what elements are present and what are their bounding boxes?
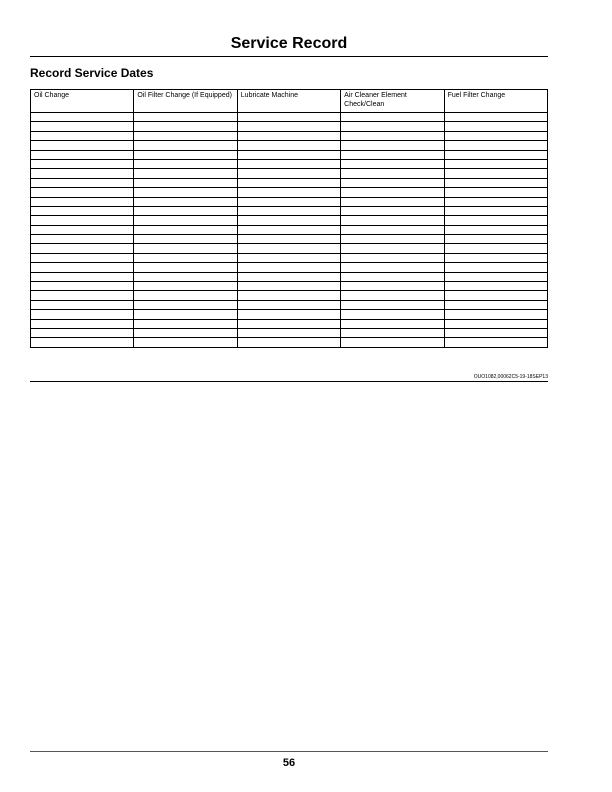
- table-cell: [237, 291, 340, 300]
- table-cell: [237, 197, 340, 206]
- table-cell: [134, 206, 237, 215]
- table-cell: [134, 272, 237, 281]
- table-row: [31, 159, 548, 168]
- table-cell: [31, 328, 134, 337]
- table-cell: [31, 235, 134, 244]
- table-cell: [31, 122, 134, 131]
- table-cell: [31, 169, 134, 178]
- table-cell: [31, 244, 134, 253]
- table-cell: [444, 300, 547, 309]
- table-row: [31, 235, 548, 244]
- table-header-row: [31, 90, 548, 113]
- table-cell: [341, 263, 444, 272]
- table-row: [31, 225, 548, 234]
- table-cell: [341, 272, 444, 281]
- table-cell: [31, 197, 134, 206]
- table-cell: [341, 197, 444, 206]
- table-cell: [31, 216, 134, 225]
- table-cell: [31, 338, 134, 347]
- table-cell: [31, 159, 134, 168]
- table-cell: [237, 216, 340, 225]
- table-cell: [341, 338, 444, 347]
- table-row: [31, 141, 548, 150]
- table-row: [31, 282, 548, 291]
- table-cell: [444, 206, 547, 215]
- table-cell: [341, 113, 444, 122]
- table-cell: [444, 244, 547, 253]
- table-cell: [444, 310, 547, 319]
- table-row: [31, 122, 548, 131]
- table-cell: [237, 300, 340, 309]
- table-cell: [444, 282, 547, 291]
- table-cell: [237, 253, 340, 262]
- table-cell: [134, 197, 237, 206]
- table-cell: [31, 291, 134, 300]
- table-cell: [134, 159, 237, 168]
- table-row: [31, 253, 548, 262]
- table-cell: [341, 131, 444, 140]
- table-cell: [237, 263, 340, 272]
- page-number: 56: [282, 757, 296, 769]
- table-row: [31, 244, 548, 253]
- table-cell: [341, 244, 444, 253]
- table-cell: [444, 319, 547, 328]
- table-cell: [444, 178, 547, 187]
- table-cell: [444, 338, 547, 347]
- table-cell: [237, 178, 340, 187]
- title-rule: [30, 56, 548, 57]
- table-row: [31, 319, 548, 328]
- table-cell: [134, 338, 237, 347]
- table-cell: [444, 263, 547, 272]
- table-row: [31, 310, 548, 319]
- table-cell: [31, 178, 134, 187]
- table-cell: [341, 141, 444, 150]
- column-header-oil-filter-change: Oil Filter Change (If Equipped): [134, 90, 237, 113]
- table-cell: [134, 291, 237, 300]
- table-cell: [444, 113, 547, 122]
- table-cell: [134, 178, 237, 187]
- table-row: [31, 113, 548, 122]
- table-cell: [134, 188, 237, 197]
- table-cell: [444, 141, 547, 150]
- table-cell: [237, 188, 340, 197]
- table-cell: [134, 141, 237, 150]
- table-cell: [134, 216, 237, 225]
- table-cell: [444, 235, 547, 244]
- table-row: [31, 206, 548, 215]
- table-cell: [237, 131, 340, 140]
- table-cell: [134, 282, 237, 291]
- table-cell: [341, 253, 444, 262]
- table-cell: [237, 310, 340, 319]
- table-cell: [31, 188, 134, 197]
- column-header-air-cleaner-element: Air Cleaner Element Check/Clean: [341, 90, 444, 113]
- table-cell: [31, 310, 134, 319]
- table-cell: [341, 235, 444, 244]
- section-heading: Record Service Dates: [30, 66, 154, 80]
- table-cell: [444, 122, 547, 131]
- table-cell: [134, 225, 237, 234]
- table-row: [31, 328, 548, 337]
- table-cell: [341, 225, 444, 234]
- table-row: [31, 263, 548, 272]
- table-cell: [341, 300, 444, 309]
- table-cell: [444, 253, 547, 262]
- document-code: OUO1082,00062C5-19-18SEP13: [473, 374, 548, 380]
- table-cell: [444, 159, 547, 168]
- table-row: [31, 131, 548, 140]
- table-cell: [134, 253, 237, 262]
- table-cell: [341, 178, 444, 187]
- table-cell: [444, 131, 547, 140]
- table-cell: [134, 131, 237, 140]
- table-row: [31, 272, 548, 281]
- table-cell: [134, 328, 237, 337]
- table-cell: [237, 141, 340, 150]
- table-cell: [341, 291, 444, 300]
- table-cell: [341, 159, 444, 168]
- table-row: [31, 216, 548, 225]
- table-cell: [341, 310, 444, 319]
- table-cell: [134, 244, 237, 253]
- table-cell: [444, 272, 547, 281]
- table-cell: [31, 131, 134, 140]
- table-cell: [134, 150, 237, 159]
- table-cell: [341, 150, 444, 159]
- table-cell: [237, 225, 340, 234]
- table-cell: [237, 319, 340, 328]
- table-cell: [237, 338, 340, 347]
- table-cell: [237, 122, 340, 131]
- table-cell: [444, 188, 547, 197]
- table-cell: [134, 263, 237, 272]
- column-header-fuel-filter-change: Fuel Filter Change: [444, 90, 547, 113]
- table-cell: [237, 150, 340, 159]
- footer-rule: [30, 751, 548, 752]
- table-cell: [134, 122, 237, 131]
- table-cell: [444, 328, 547, 337]
- table-cell: [444, 169, 547, 178]
- table-cell: [444, 225, 547, 234]
- table-cell: [31, 141, 134, 150]
- table-cell: [31, 263, 134, 272]
- table-cell: [31, 206, 134, 215]
- table-cell: [444, 150, 547, 159]
- table-cell: [237, 328, 340, 337]
- table-cell: [341, 328, 444, 337]
- table-row: [31, 291, 548, 300]
- table-cell: [341, 216, 444, 225]
- table-cell: [134, 169, 237, 178]
- table-cell: [31, 113, 134, 122]
- table-cell: [341, 188, 444, 197]
- table-cell: [341, 206, 444, 215]
- table-cell: [134, 235, 237, 244]
- table-body: [31, 113, 548, 348]
- table-cell: [134, 319, 237, 328]
- table-row: [31, 188, 548, 197]
- table-cell: [237, 159, 340, 168]
- service-record-table: [30, 89, 548, 348]
- table-cell: [237, 282, 340, 291]
- table-cell: [31, 272, 134, 281]
- table-cell: [31, 319, 134, 328]
- table-cell: [31, 282, 134, 291]
- table-row: [31, 338, 548, 347]
- table-cell: [237, 169, 340, 178]
- table-cell: [134, 113, 237, 122]
- page-title: Service Record: [230, 35, 348, 52]
- table-row: [31, 178, 548, 187]
- table-cell: [237, 272, 340, 281]
- table-cell: [134, 300, 237, 309]
- table-row: [31, 197, 548, 206]
- table-cell: [237, 235, 340, 244]
- table-cell: [31, 253, 134, 262]
- table-cell: [31, 225, 134, 234]
- table-cell: [341, 169, 444, 178]
- table-cell: [341, 319, 444, 328]
- table-row: [31, 300, 548, 309]
- table-cell: [444, 291, 547, 300]
- table-cell: [341, 122, 444, 131]
- table-cell: [31, 300, 134, 309]
- section-end-rule: [30, 381, 548, 382]
- table-cell: [31, 150, 134, 159]
- table-cell: [341, 282, 444, 291]
- table-row: [31, 150, 548, 159]
- column-header-lubricate-machine: Lubricate Machine: [237, 90, 340, 113]
- table-cell: [444, 197, 547, 206]
- table-cell: [444, 216, 547, 225]
- table-cell: [237, 113, 340, 122]
- table-row: [31, 169, 548, 178]
- table-cell: [134, 310, 237, 319]
- table-cell: [237, 244, 340, 253]
- table-cell: [237, 206, 340, 215]
- column-header-oil-change: Oil Change: [31, 90, 134, 113]
